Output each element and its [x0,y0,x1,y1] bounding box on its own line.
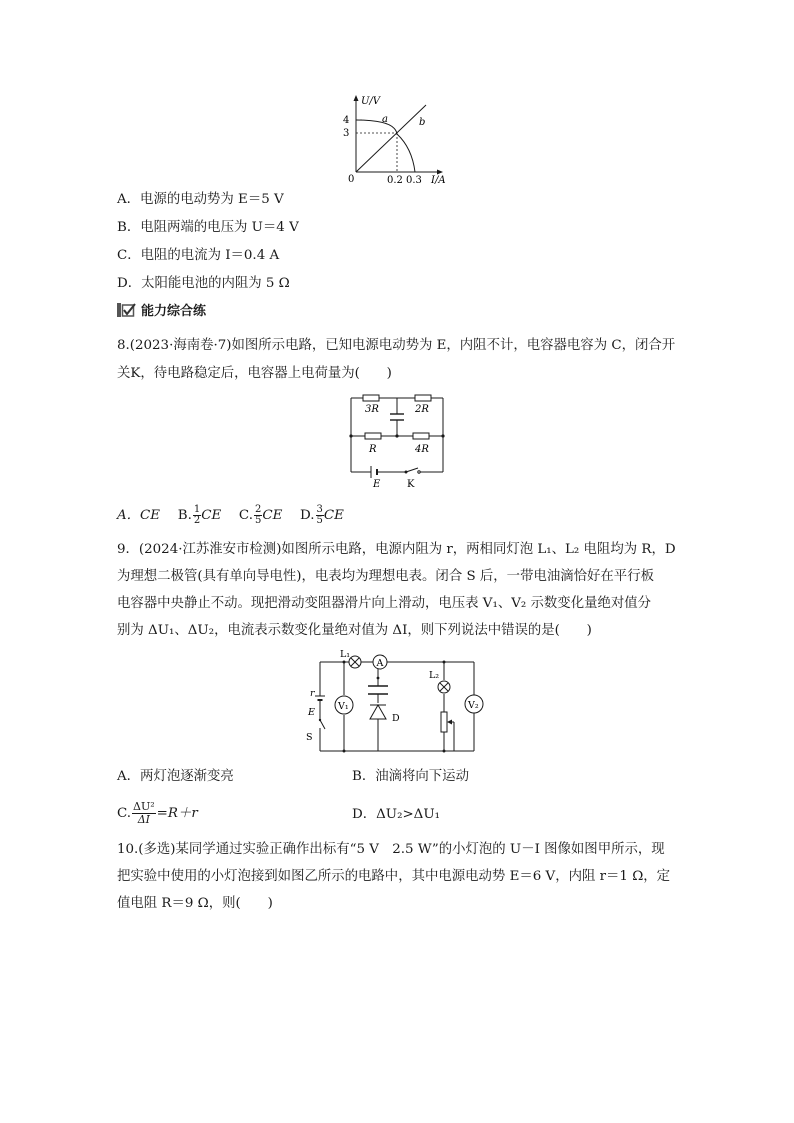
q8-resistor-4r [413,433,429,439]
q8-option-d-fraction: $\frac{3}{5}$ [316,504,323,526]
section-header [117,300,206,319]
q10-stem-line3: 值电阻 R＝9 Ω，则( ) [117,896,273,911]
y-tick-4: 4 [343,115,350,126]
q9-stem-line1: 9．(2024·江苏淮安市检测)如图所示电路，电源内阻为 r，两相同灯泡 L₁、L₂ 电阻均为 R，D [117,542,676,557]
q9-rheostat-slider [447,720,452,725]
q7-option-c: C．电阻的电流为 I＝0.4 A [117,248,280,263]
q9-label-d: D [392,713,400,724]
q10-stem-line2: 把实验中使用的小灯泡接到如图乙所示的电路中，其中电源电动势 E＝6 V，内阻 r＝1 Ω，定 [117,869,671,884]
x-tick-02: 0.2 [387,175,403,184]
q9-option-c-prefix: C. [117,806,132,821]
q9-option-a: A．两灯泡逐渐变亮 [117,769,234,784]
q8-option-d-prefix: D. [300,508,315,523]
q8-option-c-fraction: $\frac{2}{5}$ [254,504,262,526]
q9-v1-label: V₁ [338,701,349,712]
q9-label-r: r [310,688,315,699]
q9-label-l2: L₂ [429,670,440,681]
q9-option-c [117,800,198,828]
q8-option-b-fraction: $\frac{1}{2}$ [193,504,201,526]
q9-ammeter-label: A [376,658,384,669]
q8-option-b-suffix: CE [201,508,222,523]
q8-option-c-suffix: CE [262,508,283,523]
q8-option-c-prefix: C. [238,508,253,523]
q9-v2-label: V₂ [468,700,479,711]
q10-stem-line1: 10.(多选)某同学通过实验正确作出标有“5 V 2.5 W”的小灯泡的 U－I 图像如图甲所示，现 [117,842,665,857]
q8-label-2r: 2R [415,404,429,415]
curve-a-label: a [382,114,388,125]
q9-stem-line4: 别为 ΔU₁、ΔU₂，电流表示数变化量绝对值为 ΔI，则下列说法中错误的是( ) [117,623,592,638]
line-b-label: b [419,117,426,128]
q8-option-a: A．CE [117,508,161,523]
q9-rheostat [441,712,447,732]
q8-switch-blade [406,468,418,472]
q8-option-b-prefix: B. [177,508,192,523]
q9-diode [370,705,386,719]
q8-switch-contact [418,471,420,473]
x-axis-arrow [437,170,443,175]
x-axis-label: I/A [431,175,446,184]
q9-lamp-l2 [438,681,450,693]
ui-graph [340,92,460,184]
q9-switch-blade [320,720,325,729]
q9-circuit-diagram [302,648,492,754]
y-axis-label: U/V [361,96,381,107]
q7-option-d: D．太阳能电池的内阻为 5 Ω [117,276,290,291]
q8-stem-line2: 关K，待电路稳定后，电容器上电荷量为( ) [117,366,392,381]
q9-label-s: S [306,732,313,743]
q9-oil-drop [377,677,380,680]
q8-label-3r: 3R [365,404,379,415]
checkmark-icon [117,302,137,318]
q9-stem-line3: 电容器中央静止不动。现把滑动变阻器滑片向上滑动，电压表 V₁、V₂ 示数变化量绝对值分 [117,596,652,611]
q9-label-l1: L₁ [340,649,351,660]
q9-option-d: D．ΔU₂>ΔU₁ [352,807,440,822]
q8-label-r: R [369,444,377,455]
y-tick-3: 3 [343,128,350,139]
q8-label-e: E [373,479,381,488]
q8-resistor-3r [363,395,379,401]
origin-label: 0 [348,174,355,184]
q9-label-e: E [308,707,315,718]
q8-resistor-r [365,433,381,439]
q8-label-k: K [407,479,415,488]
q8-options [117,503,344,529]
y-axis-arrow [354,95,359,101]
q9-option-b: B．油滴将向下运动 [352,769,469,784]
q9-stem-line2: 为理想二极管(具有单向导电性)，电表均为理想电表。闭合 S 后，一带电油滴恰好在平行板 [117,569,654,584]
q8-circuit-diagram [345,392,449,488]
q8-label-4r: 4R [415,444,429,455]
q7-option-b: B．电阻两端的电压为 U＝4 V [117,220,299,235]
x-tick-03: 0.3 [406,175,422,184]
q8-option-d-suffix: CE [323,508,344,523]
q8-stem-line1: 8.(2023·海南卷·7)如图所示电路，已知电源电动势为 E，内阻不计，电容器电容为 C，闭合开 [117,338,676,353]
q9-option-c-suffix: =R＋r [156,806,198,821]
section-title: 能力综合练 [141,304,207,319]
q9-lamp-l1 [349,656,361,668]
q9-option-c-fraction: $\frac{\text{ΔU²}}{\Delta I}$ [133,800,155,826]
line-b [356,105,426,172]
q7-option-a: A．电源的电动势为 E＝5 V [117,192,284,207]
q8-resistor-2r [415,395,431,401]
